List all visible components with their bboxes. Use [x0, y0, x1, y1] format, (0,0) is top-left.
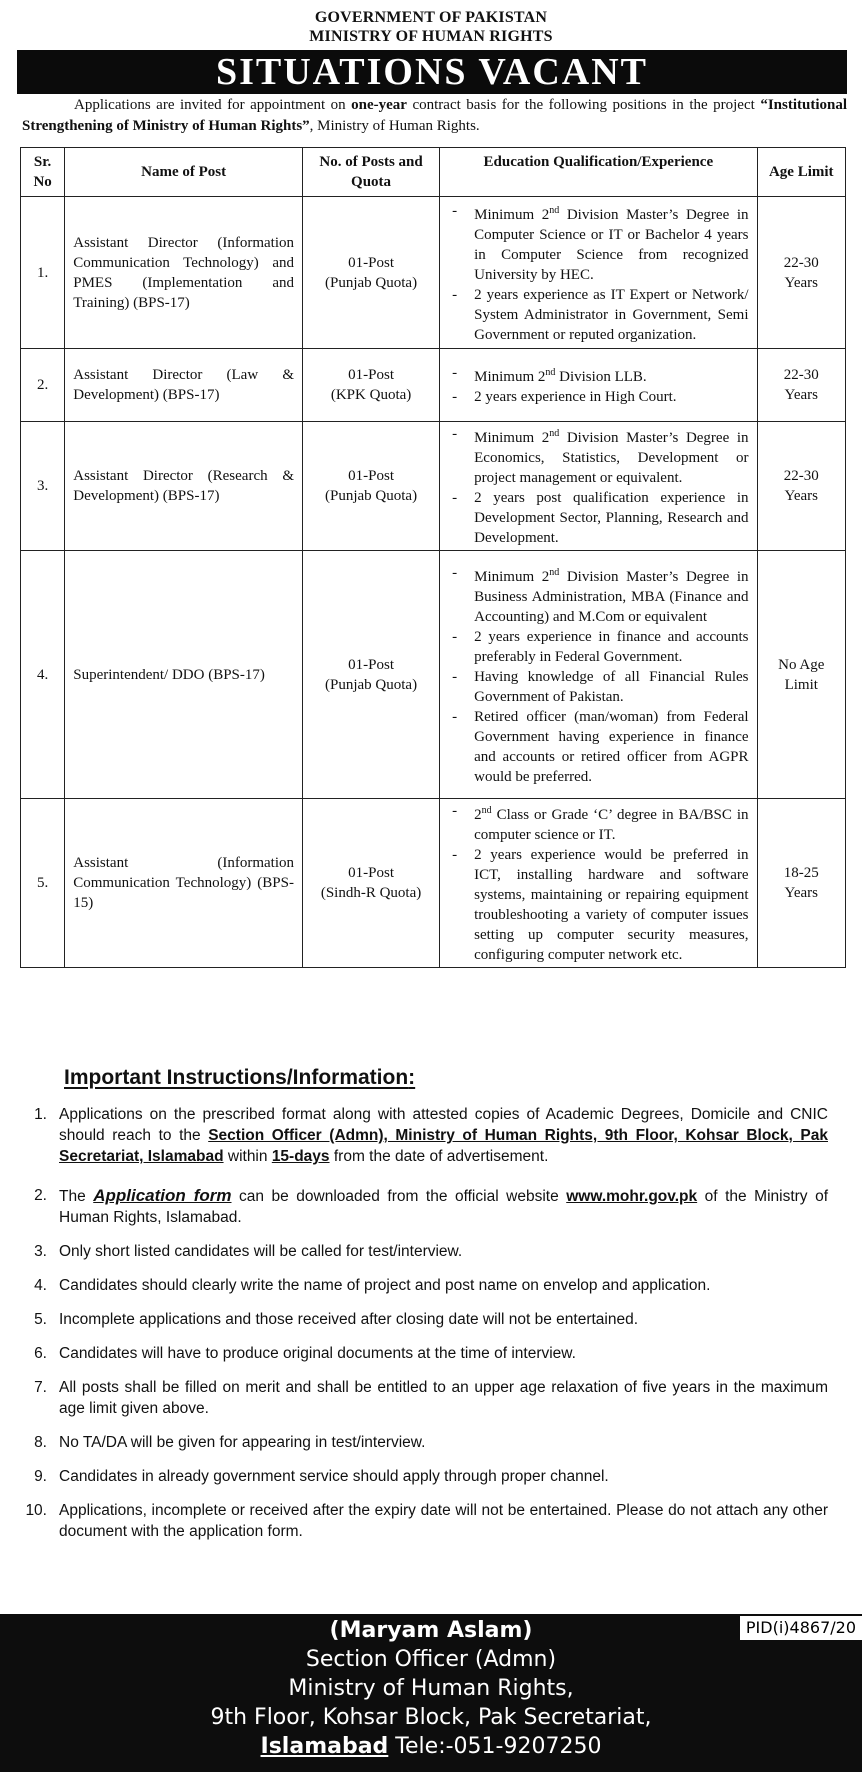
row-posts-quota: [303, 551, 440, 799]
row-post-name: Assistant Director (Research & Development) (BPS-17): [65, 422, 303, 551]
signature-footer: [0, 1614, 862, 1772]
instruction-text: Only short listed candidates will be called for test/interview.: [59, 1243, 463, 1260]
row-qualification: [440, 349, 757, 422]
qualification-item: [448, 563, 748, 627]
bullet-dash: -: [452, 847, 458, 863]
officer-city-tele: [0, 1732, 862, 1761]
instruction-item: [20, 1309, 828, 1330]
row-post-name: Assistant (Information Communication Technology) (BPS-15): [65, 799, 303, 968]
instructions-list: [20, 1104, 828, 1555]
instruction-item: [20, 1104, 828, 1167]
qualification-text: 2nd Class or Grade ‘C’ degree in BA/BSC in computer science or IT.: [474, 805, 749, 843]
officer-ministry: Ministry of Human Rights,: [288, 1676, 574, 1701]
qualification-text: 2 years experience in finance and accounts preferably in Federal Government.: [474, 628, 749, 665]
qualification-item: [448, 627, 748, 667]
officer-address: 9th Floor, Kohsar Block, Pak Secretariat,: [210, 1705, 652, 1730]
qualification-item: [448, 201, 748, 285]
age-unit: Years: [784, 885, 818, 901]
row-sr-no: 5.: [21, 799, 65, 968]
qualification-text: Minimum 2nd Division Master’s Degree in Computer Science or IT or Bachelor 4 years in Computer Science from recognized University by HEC.: [474, 204, 749, 283]
qualification-item: [448, 363, 748, 387]
qualification-text: 2 years post qualification experience in Development Sector, Planning, Research and Development.: [474, 490, 749, 546]
bullet-dash: -: [452, 708, 458, 725]
instruction-number: 1.: [34, 1106, 47, 1123]
telephone: Tele:-051-9207250: [388, 1734, 602, 1759]
city: Islamabad: [260, 1734, 389, 1759]
instruction-text: Applications on the prescribed format along with attested copies of Academic Degrees, Domicile and CNIC should reach to the: [59, 1106, 828, 1144]
instruction-text: Incomplete applications and those received after closing date will not be entertained.: [59, 1311, 639, 1328]
table-header-row: [21, 148, 846, 197]
quota: (KPK Quota): [330, 387, 412, 403]
instruction-text: No TA/DA will be given for appearing in test/interview.: [59, 1434, 426, 1451]
qualification-item: [448, 707, 748, 787]
row-post-name: Assistant Director (Law & Development) (BPS-17): [65, 349, 303, 422]
row-sr-no: 1.: [21, 197, 65, 349]
header-sr-no: Sr. No: [21, 148, 65, 197]
age-unit: Years: [784, 274, 818, 291]
instruction-item: [20, 1241, 828, 1262]
qualification-item: [448, 387, 748, 407]
intro-text-3: , Ministry of Human Rights.: [309, 118, 480, 134]
row-posts-quota: [303, 349, 440, 422]
table-row: [21, 799, 846, 968]
instructions-title: Important Instructions/Information: [64, 1066, 409, 1089]
instruction-text: of the Ministry of Human Rights, Islamabad.: [59, 1188, 828, 1226]
row-age-limit: [757, 799, 845, 968]
row-age-limit: [757, 197, 845, 349]
post-count: 01-Post: [348, 865, 394, 881]
qualification-text: Retired officer (man/woman) from Federal Government having experience in finance and accounts or retired officer from AGPR would be preferred.: [474, 708, 749, 785]
instruction-item: [20, 1343, 828, 1364]
instruction-text: The: [59, 1188, 94, 1205]
row-posts-quota: [303, 799, 440, 968]
row-qualification: [440, 799, 757, 968]
instruction-text: Applications, incomplete or received after the expiry date will not be entertained. Please do not attach any other document with the application form.: [59, 1502, 828, 1540]
officer-name: (Maryam Aslam): [329, 1618, 533, 1643]
table-row: [21, 422, 846, 551]
post-count: 01-Post: [348, 367, 394, 383]
qualification-item: [448, 488, 748, 548]
instructions-heading: [64, 1066, 415, 1090]
table-row: [21, 349, 846, 422]
deadline-days: 15-days: [271, 1148, 330, 1165]
submission-address: Section Officer (Admn), Ministry of Human Rights, 9th Floor, Kohsar Block, Pak Secretariat, Islamabad: [59, 1127, 828, 1165]
instruction-number: 10.: [25, 1502, 47, 1519]
quota: (Punjab Quota): [325, 488, 418, 504]
header-age-limit: Age Limit: [757, 148, 845, 197]
age-unit: Years: [784, 488, 818, 504]
ministry-heading: MINISTRY OF HUMAN RIGHTS: [309, 28, 553, 45]
qualification-text: 2 years experience would be preferred in ICT, installing hardware and software systems, maintaining or repairing equipment troubleshooting a variety of computer issues setting up computer security measures, configuring computer network etc.: [474, 847, 749, 963]
bullet-dash: -: [452, 286, 458, 303]
table-row: [21, 551, 846, 799]
officer-title: Section Officer (Admn): [305, 1647, 557, 1672]
header-name-of-post: Name of Post: [65, 148, 303, 197]
row-age-limit: [757, 349, 845, 422]
qualification-item: [448, 667, 748, 707]
instruction-text: can be downloaded from the official website: [231, 1188, 567, 1205]
instruction-number: 8.: [34, 1434, 47, 1451]
instruction-number: 6.: [34, 1345, 47, 1362]
government-heading: GOVERNMENT OF PAKISTAN: [314, 9, 548, 26]
intro-contract-term: one-year: [351, 97, 407, 113]
post-count: 01-Post: [348, 468, 394, 484]
instruction-number: 4.: [34, 1277, 47, 1294]
qualification-item: [448, 424, 748, 488]
intro-text-1: Applications are invited for appointment on: [74, 97, 352, 113]
instruction-text: Candidates in already government service should apply through proper channel.: [59, 1468, 609, 1485]
application-form-link[interactable]: Application form: [93, 1186, 232, 1205]
row-sr-no: 3.: [21, 422, 65, 551]
age-unit: Years: [784, 387, 818, 403]
table-row: [21, 197, 846, 349]
age-unit: Limit: [784, 676, 818, 693]
row-posts-quota: [303, 197, 440, 349]
instruction-text: from the date of advertisement.: [329, 1148, 549, 1165]
header-qualification: Education Qualification/Experience: [440, 148, 757, 197]
quota: (Punjab Quota): [325, 676, 418, 693]
age-range: 18-25: [783, 865, 819, 881]
instruction-item: [20, 1377, 828, 1419]
instruction-text: All posts shall be filled on merit and shall be entitled to an upper age relaxation of five years in the maximum age limit given above.: [59, 1379, 828, 1417]
age-range: 22-30: [783, 468, 819, 484]
quota: (Punjab Quota): [325, 274, 418, 291]
qualification-item: [448, 801, 748, 845]
bullet-dash: -: [452, 803, 458, 819]
bullet-dash: -: [452, 490, 458, 506]
instruction-item: [20, 1432, 828, 1453]
instruction-text: Candidates will have to produce original documents at the time of interview.: [59, 1345, 576, 1362]
age-range: 22-30: [783, 367, 819, 383]
instruction-item: [20, 1500, 828, 1542]
bullet-dash: -: [452, 389, 458, 405]
instruction-item: [20, 1275, 828, 1296]
qualification-text: Minimum 2nd Division LLB.: [474, 367, 647, 385]
instruction-number: 3.: [34, 1243, 47, 1260]
bullet-dash: -: [452, 668, 458, 685]
instructions-title-colon: :: [408, 1066, 416, 1089]
post-count: 01-Post: [348, 656, 394, 673]
instruction-number: 2.: [34, 1187, 47, 1204]
row-post-name: Assistant Director (Information Communication Technology) and PMES (Implementation and Training) (BPS-17): [65, 197, 303, 349]
post-count: 01-Post: [348, 254, 394, 271]
website-link[interactable]: www.mohr.gov.pk: [566, 1188, 698, 1205]
row-qualification: [440, 422, 757, 551]
row-sr-no: 4.: [21, 551, 65, 799]
row-sr-no: 2.: [21, 349, 65, 422]
intro-paragraph: [22, 95, 847, 137]
row-qualification: [440, 197, 757, 349]
bullet-dash: -: [452, 564, 458, 581]
instruction-item: [20, 1185, 828, 1228]
bullet-dash: -: [452, 202, 458, 219]
row-posts-quota: [303, 422, 440, 551]
row-post-name: Superintendent/ DDO (BPS-17): [65, 551, 303, 799]
pid-number: PID(i)4867/20: [740, 1616, 862, 1640]
age-range: No Age: [778, 656, 825, 673]
row-age-limit: [757, 551, 845, 799]
bullet-dash: -: [452, 628, 458, 645]
header-posts-quota: No. of Posts and Quota: [303, 148, 440, 197]
qualification-item: [448, 285, 748, 345]
qualification-text: 2 years experience in High Court.: [474, 389, 677, 405]
row-age-limit: [757, 422, 845, 551]
instruction-item: [20, 1466, 828, 1487]
instruction-text: within: [223, 1148, 272, 1165]
bullet-dash: -: [452, 365, 458, 381]
instruction-number: 5.: [34, 1311, 47, 1328]
qualification-text: Minimum 2nd Division Master’s Degree in Business Administration, MBA (Finance and Accounting) and M.Com or equivalent: [474, 566, 749, 625]
intro-project-name: “Institutional Strengthening of Ministry of Human Rights”: [22, 97, 848, 134]
bullet-dash: -: [452, 426, 458, 442]
instruction-number: 9.: [34, 1468, 47, 1485]
intro-text-2: contract basis for the following positions in the project: [406, 97, 761, 113]
situations-vacant-banner: SITUATIONS VACANT: [17, 50, 847, 94]
row-qualification: [440, 551, 757, 799]
qualification-text: 2 years experience as IT Expert or Network/ System Administrator in Government, Semi Government or reputed organization.: [474, 286, 749, 343]
qualification-text: Minimum 2nd Division Master’s Degree in Economics, Statistics, Development or project management or equivalent.: [474, 428, 749, 486]
instruction-text: Candidates should clearly write the name of project and post name on envelop and application.: [59, 1277, 711, 1294]
qualification-text: Having knowledge of all Financial Rules Government of Pakistan.: [474, 668, 749, 705]
qualification-item: [448, 845, 748, 965]
quota: (Sindh-R Quota): [320, 885, 422, 901]
positions-table: [20, 147, 846, 968]
age-range: 22-30: [783, 254, 819, 271]
instruction-number: 7.: [34, 1379, 47, 1396]
